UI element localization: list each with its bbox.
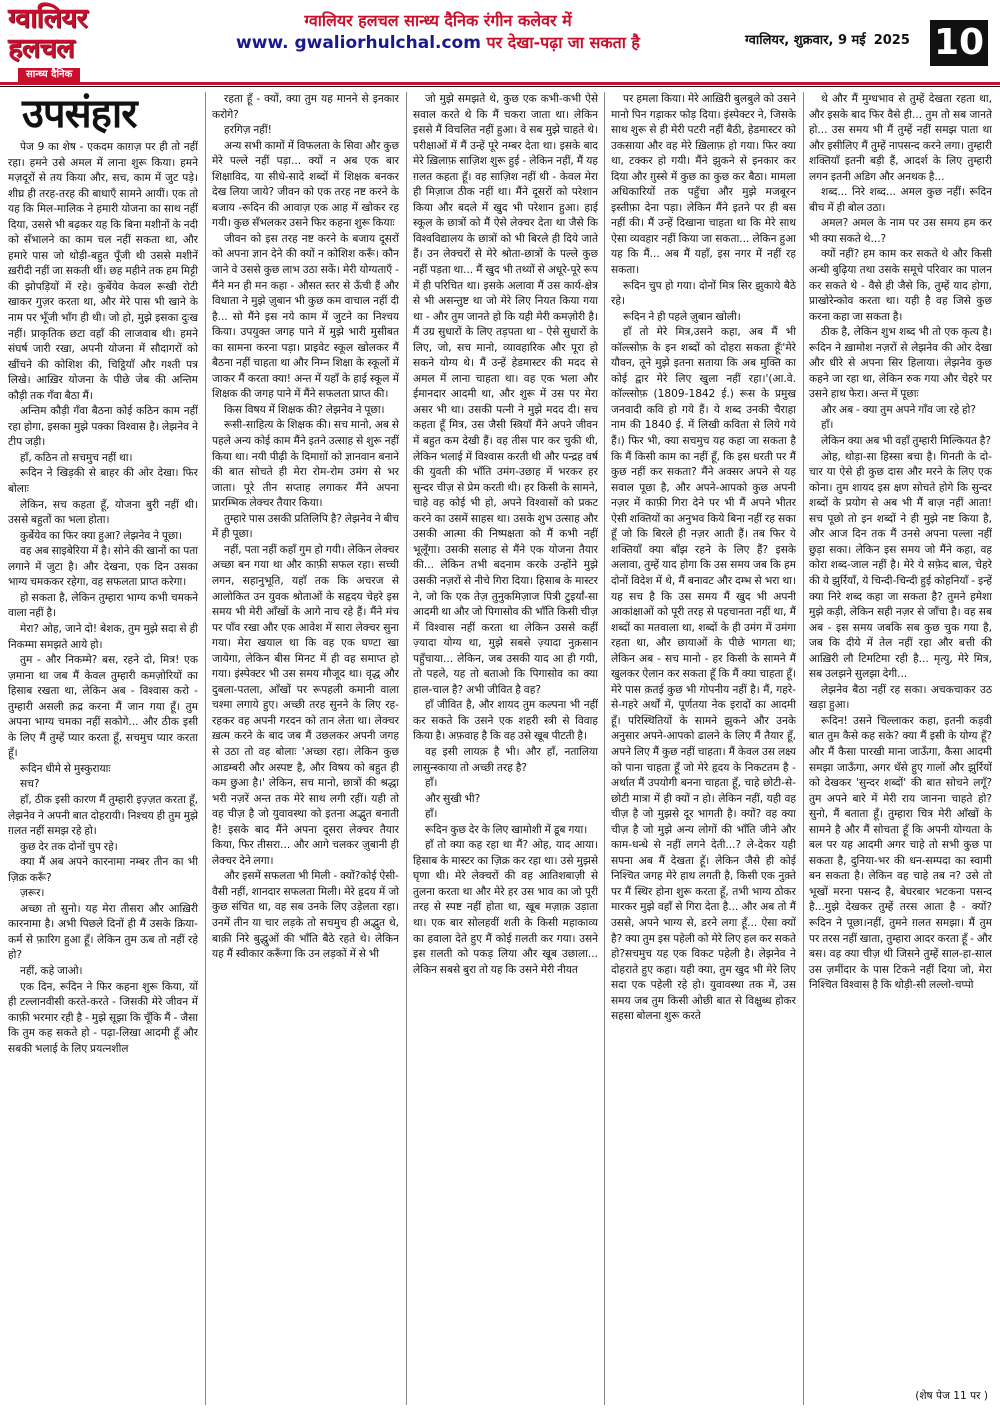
article-paragraph: अमल? अमल के नाम पर उस समय हम कर भी क्या सकते थे...? xyxy=(809,217,992,245)
article-paragraph: थे और मैं मुग्धभाव से तुम्हें देखता रहता था, और इसके बाद फिर वैसे ही... तुम तो सब जानते हो... उस समय भी मैं तुम्हें नहीं समझ पाता था और इसीलिए मैं तुम्हें नापसन्द करने लगा। तुम्हारी शक्तियाँ इतनी बड़ी हैं, आदर्श के लिए तुम्हारी लगन इतनी अडिग और अनथक है... xyxy=(809,93,992,183)
article-paragraph: रूदिन कुछ देर के लिए खामोशी में डूब गया। xyxy=(425,823,588,836)
promo-line-2-text: पर देखा-पढ़ा जा सकता है xyxy=(486,33,640,52)
article-paragraph: अन्य सभी कामों में विफलता के सिवा और कुछ मेरे पल्ले नहीं पड़ा... क्यों न अब एक बार शिक्षाविद, या सीधे-सादे शब्दों में शिक्षक बनकर देख लिया जाये? जीवन को एक तरह नष्ट करने के बजाय -रूदिन की आवाज़ एक आह में खोकर रह गयी। कुछ सँभलकर उसने फिर कहना शुरू कियाः xyxy=(212,139,399,230)
dateline xyxy=(745,30,910,48)
article-body xyxy=(8,92,992,1405)
article-paragraph: हाँ तो क्या कह रहा था मैं? ओह, याद आया। हिसाब के मास्टर का ज़िक्र कर रहा था। उसे मुझसे घृणा थी। मेरे लेक्चरों की वह आतिशबाज़ी से तुलना करता था और मेरे हर उस भाव का जो पूरी तरह से स्पष्ट नहीं होता था, खूब मज़ाक़ उड़ाता था। एक बार सोलहवीं शती के किसी महाकाव्य का हवाला देते हुए मैं कोई ग़लती कर गया। उसने इस ग़लती को पकड़ लिया और खूब उछाला... लेकिन सबसे बुरा तो यह कि उसने मेरी नीयत xyxy=(413,839,598,976)
article-paragraph: हाँ तो मेरे मित्र,उसने कहा, अब मैं भी कॉल्त्सोफ़ के इन शब्दों को दोहरा सकता हूँः'मेरे यौवन, तूने मुझे इतना सताया कि अब मुक्ति का कोई द्वार मेरे लिए खुला नहीं रहा।'(आ.वे. कॉल्त्सोफ़ (1809-1842 ई.) रूस के प्रमुख जनवादी कवि हो गये हैं। ये शब्द उनकी चैराहा नाम की 1840 ई. में लिखी कविता से लिये गये हैं।) फिर भी, क्या सचमुच यह कहा जा सकता है कि मैं किसी काम का नहीं हूँ, कि इस धरती पर मैं कुछ नहीं कर सकता? मैंने अक्सर अपने से यह सवाल पूछा है, और अपने-आपको कुछ अपनी नज़र में काफ़ी गिरा देने पर भी मैं अपने भीतर ऐसी शक्तियों का अनुभव किये बिना नहीं रह सका हूँ जो कि बिरले ही नज़र आती हैं। तब फिर ये शक्तियाँ क्या बाँझ रहने के लिए हैं? इसके अलावा, तुम्हें याद होगा कि उस समय जब कि हम दोनों विदेश में थे, मैं बनावट और दम्भ से भरा था। यह सच है कि उस समय मैं खुद भी अपनी आकांक्षाओं को पूरी तरह से पहचानता नहीं था, मैं शब्दों का मतवाला था, शब्दों के ही उमंग में उमंगा रहता था, और छायाओं के पीछे भागता था; लेकिन अब - सच मानो - हर किसी के सामने मैं खुलकर ऐलान कर सकता हूँ कि मैं क्या चाहता हूँ। मेरे पास क़तई कुछ भी गोपनीय नहीं है। मैं, गहरे-से-गहरे अर्थों में, पूर्णतया नेक इरादों का आदमी हूँ। परिस्थितियों के सामने झुकने और उनके अनुसार अपने-आपको ढालने के लिए मैं तैयार हूँ, अपने लिए मैं कुछ नहीं चाहता। मैं केवल उस लक्ष्य को पाना चाहता हूँ जो मेरे हृदय के निकटतम है - अर्थात मैं उपयोगी बनना चाहता हूँ, चाहे छोटी-से-छोटी मात्रा में ही क्यों न हो। लेकिन नहीं, यही वह चीज़ है जो मुझसे दूर भागती है। क्यों? वह क्या चीज़ है जो मुझे अन्य लोगों की भाँति जीने और काम-धन्धे से नहीं लगने देती...? ले-देकर यही सपना अब मैं देखता हूँ। लेकिन जैसे ही कोई निश्चित जगह मेरे हाथ लगती है, किसी एक नुक़्ते पर मैं स्थिर होना शुरू करता हूँ, तभी भाग्य ठोकर मारकर मुझे वहाँ से गिरा देता है... और अब तो मैं उससे, अपने भाग्य से, डरने लगा हूँ... ऐसा क्यों है? क्या तुम इस पहेली को मेरे लिए हल कर सकते हो?सचमुच यह एक विकट पहेली है। लेझनेव ने दोहराते हुए कहा। यही क्या, तुम खुद भी मेरे लिए सदा एक पहेली रहे हो। युवावस्था तक में, उस समय जब तुम किसी ओछी बात से विक्षुब्ध होकर सहसा बोलना शुरू करते xyxy=(611,326,796,1023)
column-divider xyxy=(803,92,804,1405)
date-text: ग्वालियर, शुक्रवार, 9 मई xyxy=(745,33,866,48)
column-4 xyxy=(611,92,796,1405)
promo-line-1: ग्वालियर हलचल सान्ध्य दैनिक रंगीन कलेवर में xyxy=(304,11,572,30)
article-paragraph: रूदिन चुप हो गया। दोनों मित्र सिर झुकाये बैठे रहे। xyxy=(611,279,796,308)
article-paragraph: रूदिन! उसने चिल्लाकर कहा, इतनी कड़वी बात तुम कैसे कह सके? क्या मैं इसी के योग्य हूँ? और मैं कैसा पारखी माना जाऊँगा, कैसा आदमी समझा जाऊँगा, अगर धँसे हुए गालों और झुर्रियों को देखकर 'सुन्दर शब्दों' की बात सोचने लगूँ? तुम अपने बारे में मेरी राय जानना चाहते हो? सुनो, मैं बताता हूँ। तुम्हारा चित्र मेरी आँखों के सामने है और मैं सोचता हूँ कि अपनी योग्यता के बल पर यह आदमी अगर चाहे तो सभी कुछ पा सकता है, दुनिया-भर की धन-सम्पदा का स्वामी बन सकता है। लेकिन वह चाहे तब न? उसे तो भूखों मरना पसन्द है, बेघरबार भटकना पसन्द है...मुझे देखकर तुम्हें तरस आता है - क्यों? रूदिन ने पूछा।नहीं, तुमने ग़लत समझा। मैं तुम पर तरस नहीं खाता, तुम्हारा आदर करता हूँ - और बस। वह क्या चीज़ थी जिसने तुम्हें साल-हा-साल उस ज़मींदार के पास टिकने नहीं दिया जो, मेरा निश्चित विश्वास है कि थोड़ी-सी लल्लो-चप्पो xyxy=(809,714,992,992)
article-paragraph: जीवन को इस तरह नष्ट करने के बजाय दूसरों को अपना ज्ञान देने की क्यों न कोशिश करूँ। कौन जाने वे उससे कुछ लाभ उठा सकें। मेरी योग्यताएँ - मैंने मन ही मन कहा - औसत स्तर से ऊँची हैं और विधाता ने मुझे ज़ुबान भी कुछ कम वाचाल नहीं दी है... सो मैंने इस नये काम में जुटने का निश्चय किया। उपयुक्त जगह पाने में मुझे भारी मुसीबत का सामना करना पड़ा। प्राइवेट स्कूल खोलकर मैं बैठना नहीं चाहता था और निम्न शिक्षा के स्कूलों में जाकर मैं करता क्या! अन्त में यहाँ के हाई स्कूल में शिक्षक की जगह पाने में मैंने सफलता प्राप्त की। xyxy=(212,232,399,401)
article-paragraph: वह अब साइबेरिया में है। सोने की खानों का पता लगाने में जुटा है। और देखना, एक दिन उसका भाग्य चमककर रहेगा, वह सफलता प्राप्त करेगा। xyxy=(8,545,198,589)
article-headline: उपसंहार xyxy=(22,92,137,137)
article-paragraph: और इसमें सफलता भी मिली - क्यों?कोई ऐसी-वैसी नहीं, शानदार सफलता मिली। मेरे हृदय में जो कुछ संचित था, वह सब उनके लिए उड़ेलता रहा। उनमें तीन या चार लड़के तो सचमुच ही अद्भुत थे, बाक़ी निरे बुद्धुओं की भाँति बैठे रहते थे। लेकिन यह मैं स्वीकार करूँगा कि उन लड़कों में से भी xyxy=(212,870,399,961)
column-2 xyxy=(212,92,399,1405)
article-paragraph: लेझनेव बैठा नहीं रह सका। अचकचाकर उठ खड़ा हुआ। xyxy=(809,683,992,712)
continued-on-page: (शेष पेज 11 पर ) xyxy=(911,1389,988,1405)
article-paragraph: क्या मैं अब अपने कारनामा नम्बर तीन का भी ज़िक्र करूँ? xyxy=(8,856,198,884)
article-paragraph: जो मुझे समझते थे, कुछ एक कभी-कभी ऐसे सवाल करते थे कि मैं चकरा जाता था। लेकिन इससे मैं विचलित नहीं हुआ। वे सब मुझे चाहते थे। परीक्षाओं में मैं उन्हें पूरे नम्बर देता था। इसके बाद मेरे ख़िलाफ़ साज़िश शुरू हुई - लेकिन नहीं, मैं यह ग़लत कहता हूँ। वह साज़िश नहीं थी - केवल मेरा ही मिज़ाज ठीक नहीं था। मैंने दूसरों को परेशान किया और बदले में खुद भी परेशान हुआ। हाई स्कूल के छात्रों को मैं ऐसे लेक्चर देता था जैसे कि विश्वविद्यालय के छात्रों को भी बिरले ही दिये जाते हैं। उन लेक्चरों से मेरे श्रोता-छात्रों के पल्ले कुछ नहीं पड़ता था... मैं खुद भी तथ्यों से अधूरे-पूरे रूप में ही परिचित था। इसके अलावा मैं उस कार्य-क्षेत्र से भी असन्तुष्ट था जो मेरे लिए नियत किया गया था - और तुम जानते हो कि यही मेरी कमज़ोरी है। मैं उग्र सुधारों के लिए तड़पता था - ऐसे सुधारों के लिए, जो, सच मानो, व्यावहारिक और पूरा हो सकने योग्य थे। मैं उन्हें हेडमास्टर की मदद से अमल में लाना चाहता था। वह एक भला और ईमानदार आदमी था, और शुरू में उस पर मेरा असर भी था। उसकी पत्नी ने मुझे मदद दी। सच कहता हूँ मित्र, उस जैसी स्त्रियाँ मैंने अपने जीवन में बहुत कम देखी हैं। वह तीस पार कर चुकी थी, लेकिन भलाई में विश्वास करती थी और पन्द्रह वर्ष की युवती की भाँति उमंग-उछाह में भरकर हर सुन्दर चीज़ से प्रेम करती थी। हर किसी के सामने, चाहे वह कोई भी हो, अपने विश्वासों को प्रकट करने का उसमें साहस था। उसके शुभ उत्साह और उसकी आत्मा की निष्पक्षता को मैं कभी नहीं भूलूँगा। उसकी सलाह से मैंने एक योजना तैयार की... लेकिन तभी बदनाम करके उन्होंने मुझे उसकी नज़रों से नीचे गिरा दिया। हिसाब के मास्टर ने, जो कि एक तेज़ तुनुकमिज़ाज पित्री टुइर्यां-सा आदमी था और जो पिगासोव की भाँति किसी चीज़ में विश्वास नहीं करता था लेकिन उससे कहीं ज़्यादा योग्य था, मुझे सबसे ज़्यादा नुक़सान पहुँचाया... लेकिन, जब उसकी याद आ ही गयी, तो पहले, यह तो बताओ कि पिगासोव का क्या हाल-चाल है? अभी जीवित है वह? xyxy=(413,93,598,696)
article-paragraph: पर हमला किया। मेरे आख़िरी बुलबुले को उसने मानो पिन गड़ाकर फोड़ दिया। इंस्पेक्टर ने, जिसके साथ शुरू से ही मेरी पटरी नहीं बैठी, हेडमास्टर को उकसाया और वह मेरे ख़िलाफ़ हो गया। फिर क्या था, टक्कर हो गयी। मैंने झुकने से इनकार कर दिया और ग़ुस्से में कुछ का कुछ कर बैठा। मामला अधिकारियों तक पहुँचा और मुझे मजबूरन इस्तीफ़ा देना पड़ा। लेकिन मैंने इतने पर ही बस नहीं की। मैं उन्हें दिखाना चाहता था कि मेरे साथ ऐसा व्यवहार नहीं किया जा सकता... लेकिन हुआ यह कि मैं... अब मैं यहाँ, इस नगर में नहीं रह सकता। xyxy=(611,93,796,277)
column-text xyxy=(413,92,598,978)
masthead-rule-thin xyxy=(0,86,1000,87)
article-paragraph: ओह, थोड़ा-सा हिस्सा बचा है। गिनती के दो-चार या ऐसे ही कुछ दास और मरने के लिए एक कोना। तुम शायद इस क्षण सोचते होगे कि सुन्दर शब्दों के प्रयोग से अब भी मैं बाज़ नहीं आता! सच पूछो तो इन शब्दों ने ही मुझे नष्ट किया है, और आज दिन तक मैं उनसे अपना पल्ला नहीं छुड़ा सका। लेकिन इस समय जो मैंने कहा, वह कोरा शब्द-जाल नहीं है। मेरे ये सफ़ेद बाल, चेहरे की ये झुर्रियाँ, ये चिन्दी-चिन्दी हुई कोहनियाँ - इन्हें क्या निरे शब्द कहा जा सकता है? तुमने हमेशा मुझे कड़ी, लेकिन सही नज़र से जाँचा है। वह सब अब - इस समय जबकि सब कुछ चुक गया है, जब कि दीये में तेल नहीं रहा और बत्ती की आख़िरी लौ टिमटिमा रही है... मृत्यु, मेरे मित्र, सब उलझने सुलझा देगी... xyxy=(809,450,992,681)
newspaper-logo[interactable] xyxy=(8,4,158,82)
article-paragraph: तुम - और निकम्मे? बस, रहने दो, मित्र! एक ज़माना था जब मैं केवल तुम्हारी कमज़ोरियों का हिसाब रखता था, लेकिन अब - विश्वास करो - तुम्हारी असली क़द्र करना मैं जान गया हूँ। तुम अपना भाग्य चमका नहीं सकोगे... और ठीक इसी के लिए मैं तुम्हें प्यार करता हूँ, सचमुच प्यार करता हूँ। xyxy=(8,654,198,760)
column-divider xyxy=(604,92,605,1405)
website-link[interactable]: www. gwaliorhulchal.com xyxy=(236,33,481,53)
article-paragraph: हो सकता है, लेकिन तुम्हारा भाग्य कभी चमकने वाला नहीं है। xyxy=(8,591,198,620)
article-paragraph: वह इसी लायक़ है भी। और हाँ, नतालिया लासुन्स्काया तो अच्छी तरह है? xyxy=(413,745,598,774)
article-paragraph: नहीं, कहे जाओ। xyxy=(20,964,83,977)
column-text xyxy=(611,92,796,1025)
column-3 xyxy=(413,92,598,1405)
article-paragraph: कुर्बेयेव का फिर क्या हुआ? लेझनेव ने पूछा। xyxy=(20,529,183,542)
article-paragraph: रूदिन धीमे से मुस्कुरायाः xyxy=(20,762,111,775)
article-paragraph: शब्द... निरे शब्द... अमल कुछ नहीं। रूदिन बीच में ही बोल उठा। xyxy=(809,186,992,214)
promo-line-2 xyxy=(178,32,698,54)
article-paragraph: हाँ। xyxy=(425,808,438,821)
article-paragraph: कुछ देर तक दोनों चुप रहे। xyxy=(20,840,118,853)
column-5 xyxy=(809,92,992,1405)
masthead-rule xyxy=(0,82,1000,85)
column-divider xyxy=(406,92,407,1405)
article-paragraph: रहता हूँ - क्यों, क्या तुम यह मानने से इनकार करोगे? xyxy=(212,93,399,121)
article-paragraph: हाँ, कठिन तो सचमुच नहीं था। xyxy=(20,451,133,464)
article-paragraph: लेकिन क्या अब भी वहाँ तुम्हारी मिल्कियत है? xyxy=(821,435,992,448)
article-paragraph: रूदिन ने ही पहले ज़ुबान खोली। xyxy=(623,310,741,323)
article-paragraph: अच्छा तो सुनो। यह मेरा तीसरा और आख़िरी कारनामा है। अभी पिछले दिनों ही मैं उसके क्रिया-कर्म से फ़ारिग हुआ हूँ। लेकिन तुम ऊब तो नहीं रहे हो? xyxy=(8,902,198,962)
article-paragraph: और अब - क्या तुम अपने गाँव जा रहे हो? xyxy=(821,403,977,416)
column-1 xyxy=(8,92,198,1405)
article-paragraph: ज़रूर। xyxy=(20,887,45,900)
article-paragraph: हरगिज़ नहीं! xyxy=(224,124,272,137)
masthead xyxy=(0,0,1000,88)
article-paragraph: रूदिन ने खिड़की से बाहर की ओर देखा। फिर बोलाः xyxy=(8,467,198,496)
article-paragraph: पेज 9 का शेष - एकदम काग़ज़ पर ही तो नहीं रहा। हमने उसे अमल में लाना शुरू किया। हमने मज़दूरों से तय किया और, सच, काम में जुट पड़े। शीघ्र ही तरह-तरह की बाधाएँ सामने आयीं। एक तो यह कि मिल-मालिक ने हमारी योजना का साथ नहीं दिया, उससे भी बढ़कर यह कि बिना मशीनों के नदी को सँभालने का काम चल नहीं सकता था, और हमारे पास जो थोड़ी-बहुत पूँजी थी उससे मशीनें ख़रीदी नहीं जा सकती थीं। छह महीने तक हम मिट्टी की झोपड़ियों में रहे। कुर्बेयेव केवल रूखी रोटी खाकर गुज़र करता था, और मेरे पास भी खाने के नाम पर भूँजी भाँग ही थी। जो हो, मुझे इसका दुःख नहीं। प्राकृतिक छटा वहाँ की लाजवाब थी। हमने संघर्ष जारी रखा, अपनी योजना में सौदागरों को खींचने की कोशिश की, चिट्ठियाँ और गश्ती पत्र लिखे। आख़िर योजना के पीछे जेब की अन्तिम कौड़ी तक गँवा बैठा मैं। xyxy=(8,141,198,402)
article-paragraph: हाँ जीवित है, और शायद तुम कल्पना भी नहीं कर सकते कि उसने एक शहरी स्त्री से विवाह किया है। अफ़वाह है कि वह उसे खूब पीटती है। xyxy=(413,699,598,743)
article-paragraph: ठीक है, लेकिन शुभ शब्द भी तो एक कृत्य है। रूदिन ने ख़ामोश नज़रों से लेझनेव की ओर देखा और धीरे से अपना सिर हिलाया। लेझनेव कुछ कहने जा रहा था, लेकिन रुक गया और चेहरे पर उसने हाथ फेरा। अन्त में पूछाः xyxy=(809,326,992,401)
column-text xyxy=(809,92,992,994)
logo-line-2: हलचल xyxy=(8,33,75,64)
article-paragraph: नहीं, पता नहीं कहाँ गुम हो गयी। लेकिन लेक्चर अच्छा बन गया था और काफ़ी सफल रहा। सच्ची लगन, सहानुभूति, यहाँ तक कि अचरज से आलोकित उन युवक श्रोताओं के सहृदय चेहरे इस समय भी मेरी आँखों के आगे नाच रहे हैं। मैंने मंच पर पाँव रखा और एक आवेश में सारा लेक्चर सुना गया। मेरा खयाल था कि वह एक घण्टा खा जायेगा, लेकिन बीस मिनट में ही वह समाप्त हो गया। इंस्पेक्टर भी उस समय मौजूद था। वृद्ध और दुबला-पतला, आँखों पर रूपहली कमानी वाला चश्मा लगाये हुए। अच्छी तरह सुनने के लिए रह-रहकर वह अपनी गरदन को तान लेता था। लेक्चर ख़त्म करने के बाद जब मैं उछलकर अपनी जगह से उठा तो वह बोलाः 'अच्छा रहा। लेकिन कुछ आडम्बरी और अस्पष्ट है, और विषय को बहुत ही कम छुआ है।' लेकिन, सच मानो, छात्रों की श्रद्धा भरी नज़रें अन्त तक मेरे साथ लगी रहीं। यही तो वह चीज़ है जो युवावस्था को इतना अद्भुत बनाती है! इसके बाद मैंने अपना दूसरा लेक्चर तैयार किया, फिर तीसरा... और आगे चलकर ज़ुबानी ही लेक्चर देने लगा। xyxy=(212,543,399,867)
article-paragraph: लेकिन, सच कहता हूँ, योजना बुरी नहीं थी। उससे बहुतों का भला होता। xyxy=(8,498,198,527)
article-paragraph: तुम्हारे पास उसकी प्रतिलिपि है? लेझनेव ने बीच में ही पूछा। xyxy=(212,512,399,541)
article-paragraph: और सुखी भी? xyxy=(425,792,481,805)
article-paragraph: हाँ। xyxy=(425,777,438,790)
article-paragraph: हाँ। xyxy=(821,419,834,432)
promo-banner xyxy=(178,10,698,54)
logo-tagline: सान्ध्य दैनिक xyxy=(18,68,80,82)
article-paragraph: एक दिन, रूदिन ने फिर कहना शुरू किया, यों ही टल्लानवीसी करते-करते - जिसकी मेरे जीवन में काफ़ी भरमार रही है - मुझे सूझा कि चूँकि मैं - जैसा कि तुम कह सकते हो - पढ़ा-लिखा आदमी हूँ और सबकी भलाई के लिए प्रयत्नशील xyxy=(8,980,198,1055)
article-paragraph: सच? xyxy=(20,778,40,791)
column-text xyxy=(8,140,198,1057)
page-number-badge: 10 xyxy=(930,20,988,66)
article-paragraph: किस विषय में शिक्षक की? लेझनेव ने पूछा। xyxy=(224,403,385,416)
column-divider xyxy=(205,92,206,1405)
column-text xyxy=(212,92,399,963)
article-paragraph: हाँ, ठीक इसी कारण मैं तुम्हारी इज़्ज़त करता हूँ, लेझनेव ने अपनी बात दोहरायी। निश्चय ही तुम मुझे ग़लत नहीं समझ रहे हो। xyxy=(8,793,198,838)
article-paragraph: रूसी-साहित्य के शिक्षक की। सच मानो, अब से पहले अन्य कोई काम मैंने इतने उत्साह से शुरू नहीं किया था। नयी पीढ़ी के दिमाग़ों को ज्ञानवान बनाने की बात सोचते ही मेरा रोम-रोम उमंग से भर जाता। पूरे तीन सप्ताह लगाकर मैंने अपना प्रारम्भिक लेक्चर तैयार किया। xyxy=(212,419,399,510)
article-paragraph: मेरा? ओह, जाने दो! बेशक, तुम मुझे सदा से ही निकम्मा समझते आये हो। xyxy=(8,622,198,651)
logo-line-1: ग्वालियर xyxy=(8,3,88,34)
article-paragraph: अन्तिम कौड़ी गँवा बैठना कोई कठिन काम नहीं रहा होगा, इसका मुझे पक्का विश्वास है। लेझनेव ने टीप जड़ी। xyxy=(8,405,198,449)
year-text: 2025 xyxy=(873,33,910,48)
article-paragraph: क्यों नहीं? हम काम कर सकते थे और किसी अन्धी बुढ़िया तथा उसके समूचे परिवार का पालन कर सकते थे - वैसे ही जैसे कि, तुम्हें याद होगा, प्राखोरेन्कोव करता था। यही है वह जिसे कुछ करना कहा जा सकता है। xyxy=(809,248,992,323)
